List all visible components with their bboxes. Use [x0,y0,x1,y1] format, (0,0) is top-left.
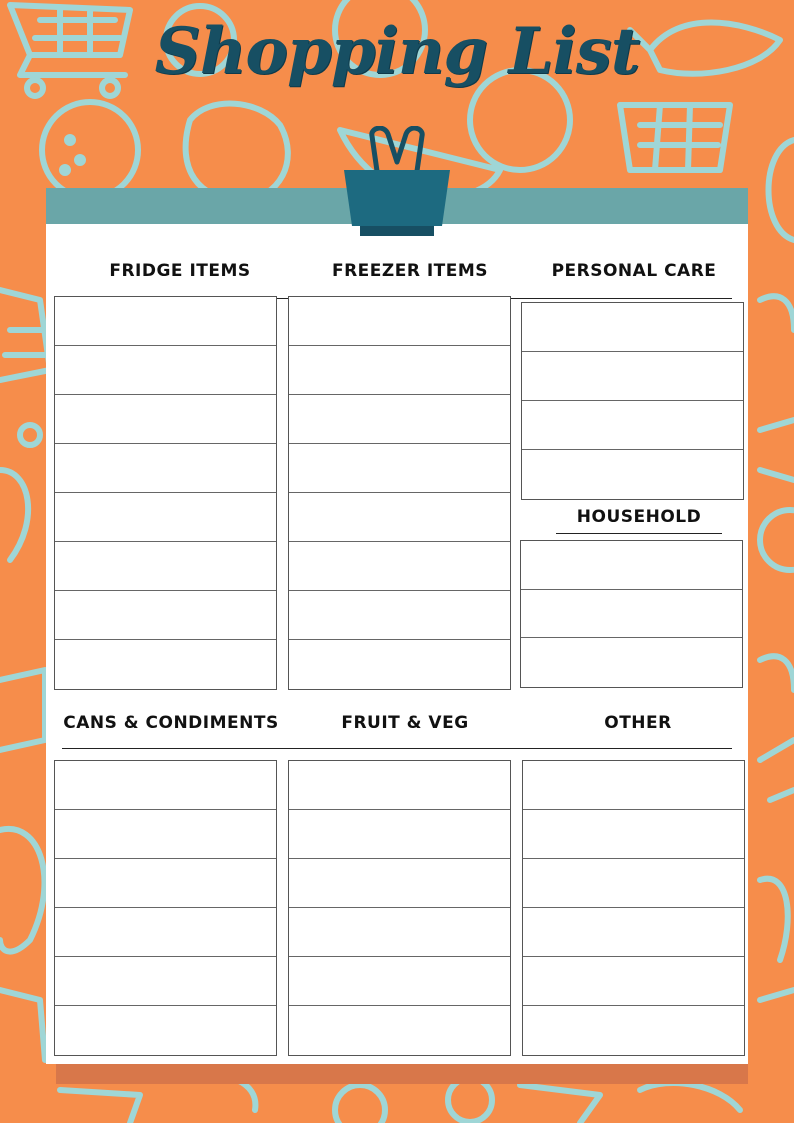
cans-condiments-list [54,760,277,1056]
rule-bottom [62,748,732,749]
list-line[interactable] [522,303,743,352]
list-line[interactable] [289,297,510,346]
list-line[interactable] [521,638,742,687]
heading-cans-condiments: CANS & CONDIMENTS [63,713,279,733]
list-line[interactable] [289,640,510,689]
list-line[interactable] [289,957,510,1006]
list-line[interactable] [523,761,744,810]
list-line[interactable] [523,1006,744,1055]
heading-other: OTHER [604,713,672,733]
list-line[interactable] [521,590,742,639]
list-line[interactable] [289,761,510,810]
list-line[interactable] [289,859,510,908]
other-list [522,760,745,1056]
list-line[interactable] [289,444,510,493]
list-line[interactable] [522,352,743,401]
list-line[interactable] [523,810,744,859]
list-line[interactable] [289,346,510,395]
sheet-shadow [56,1062,748,1084]
heading-household: HOUSEHOLD [576,507,702,527]
household-list [520,540,743,688]
list-line[interactable] [55,297,276,346]
list-line[interactable] [289,591,510,640]
list-line[interactable] [55,444,276,493]
list-line[interactable] [289,542,510,591]
list-line[interactable] [55,493,276,542]
list-line[interactable] [522,401,743,450]
binder-clip-icon [336,126,458,242]
list-line[interactable] [55,859,276,908]
list-line[interactable] [523,957,744,1006]
list-line[interactable] [55,591,276,640]
list-line[interactable] [55,1006,276,1055]
list-line[interactable] [522,450,743,499]
list-line[interactable] [55,395,276,444]
list-line[interactable] [289,493,510,542]
heading-fruit-veg: FRUIT & VEG [341,713,469,733]
list-line[interactable] [55,957,276,1006]
fruit-veg-list [288,760,511,1056]
list-line[interactable] [523,859,744,908]
list-line[interactable] [289,1006,510,1055]
freezer-items-list [288,296,511,690]
list-line[interactable] [521,541,742,590]
list-line[interactable] [289,810,510,859]
list-line[interactable] [55,640,276,689]
list-line[interactable] [289,908,510,957]
list-line[interactable] [55,761,276,810]
heading-freezer-items: FREEZER ITEMS [331,261,489,281]
list-line[interactable] [55,346,276,395]
list-line[interactable] [55,542,276,591]
list-line[interactable] [523,908,744,957]
personal-care-list [521,302,744,500]
page-title: Shopping List [154,14,640,89]
list-line[interactable] [55,810,276,859]
heading-personal-care: PERSONAL CARE [551,261,717,281]
fridge-items-list [54,296,277,690]
list-line[interactable] [55,908,276,957]
heading-fridge-items: FRIDGE ITEMS [109,261,251,281]
rule-household [556,533,722,534]
list-line[interactable] [289,395,510,444]
